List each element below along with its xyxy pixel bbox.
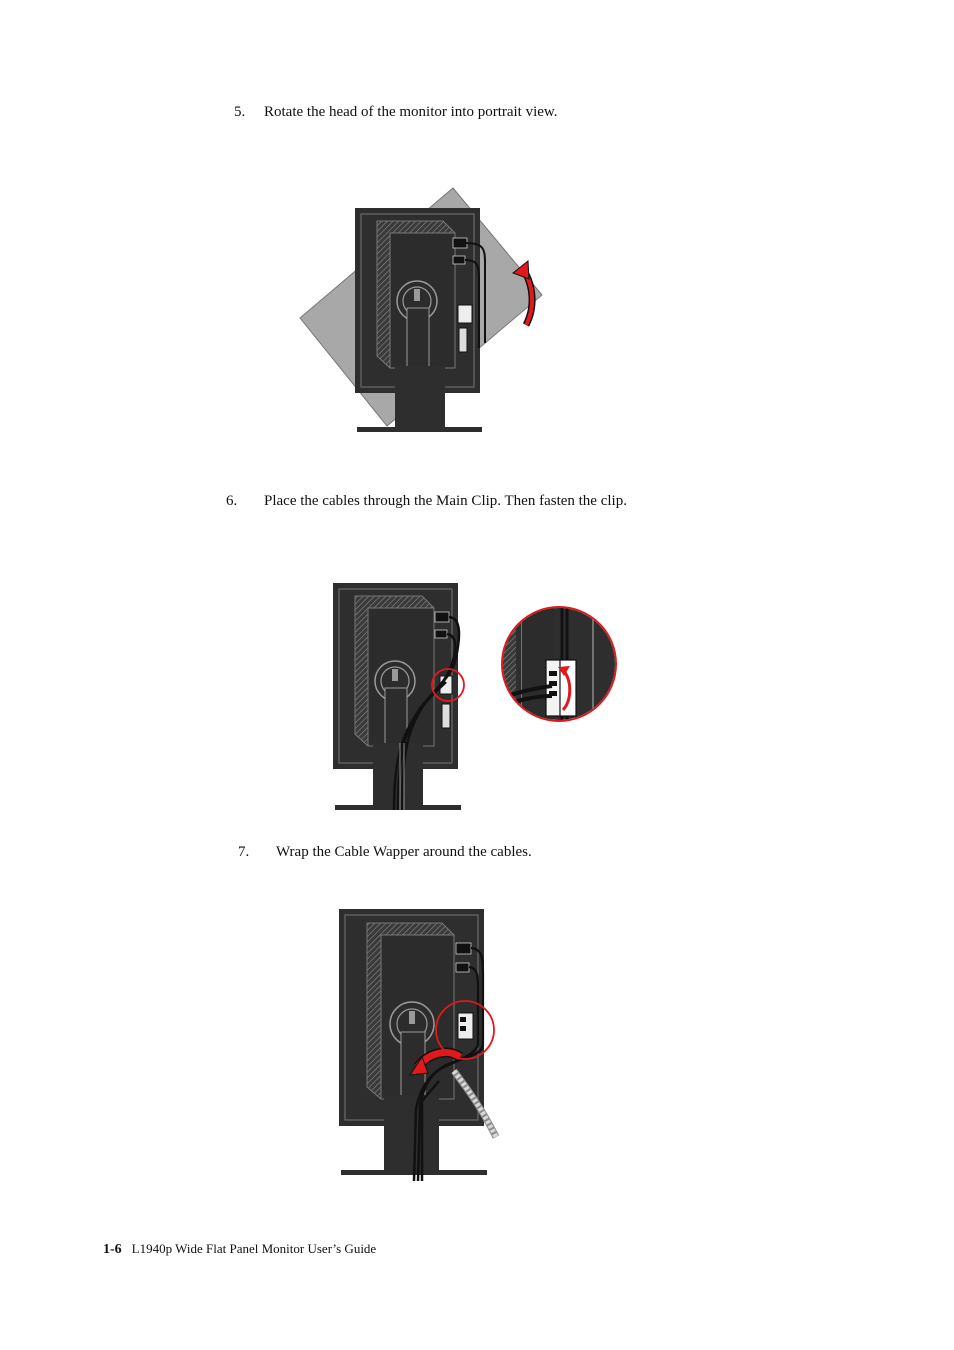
- figure-rotate-monitor-portrait: [295, 183, 550, 435]
- figure-cable-wrapper: [336, 905, 506, 1181]
- step-text: Wrap the Cable Wapper around the cables.: [276, 844, 532, 860]
- figure-main-clip: [330, 578, 622, 814]
- step-number: 5.: [234, 104, 246, 120]
- step-text: Place the cables through the Main Clip. Then fasten the clip.: [264, 493, 627, 509]
- footer-title: L1940p Wide Flat Panel Monitor User’s Guide: [131, 1241, 377, 1256]
- step-number: 7.: [238, 844, 250, 860]
- page-footer: [103, 1240, 376, 1259]
- step-number: 6.: [226, 493, 238, 509]
- page-number: 1-6: [103, 1242, 122, 1257]
- step-text: Rotate the head of the monitor into portrait view.: [264, 104, 558, 120]
